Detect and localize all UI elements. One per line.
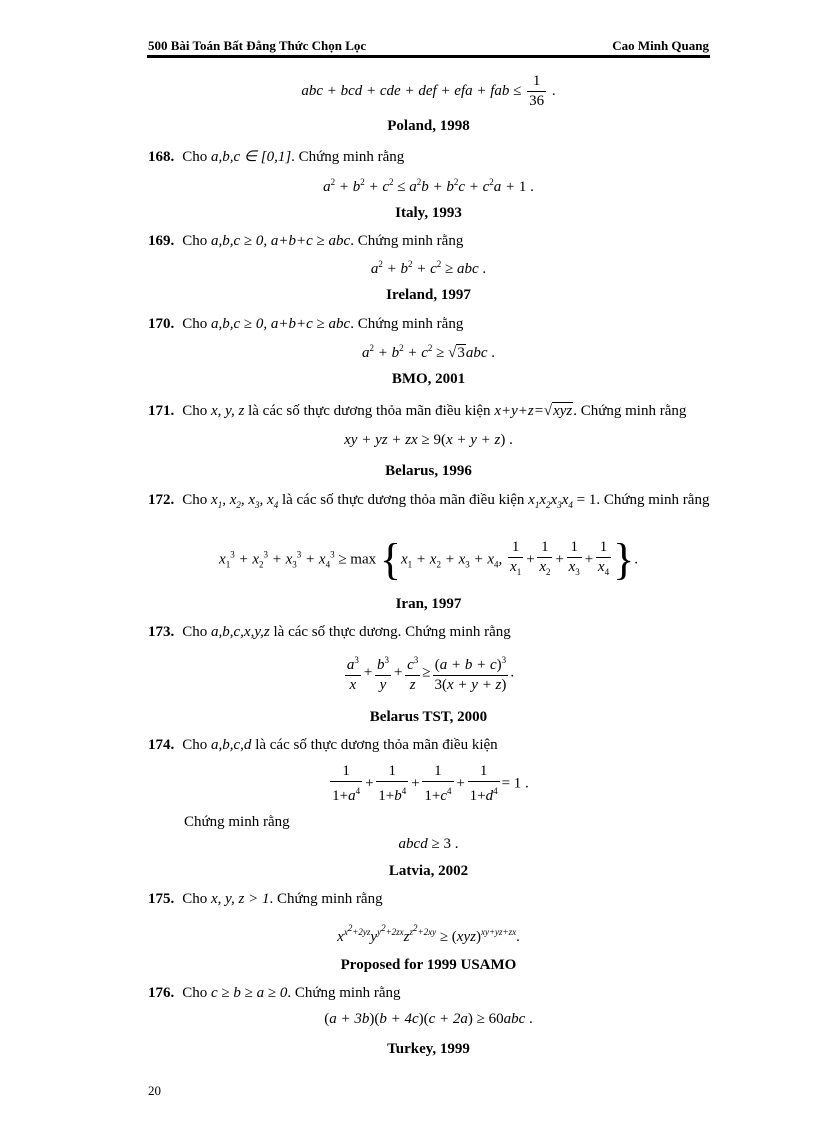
source-poland-1998: Poland, 1998	[387, 118, 470, 134]
problem-174: 174. Cho a,b,c,d là các số thực dương thỏa mãn điều kiện	[148, 737, 498, 753]
intro-equation: abc + bcd + cde + def + efa + fab ≤ $\frac{1}{36}$ .	[301, 73, 556, 109]
equation-174: abcd ≥ 3 .	[398, 836, 459, 852]
problem-172: 172. Cho $x_1$, $x_2$, $x_3$, $x_4$ là các số thực dương thỏa mãn điều kiện $x_1x_2x_3x_4 = 1$. Chứng minh rằng	[148, 492, 710, 510]
source-175: Proposed for 1999 USAMO	[340, 957, 517, 973]
problem-173: 173. Cho a,b,c,x,y,z là các số thực dương. Chứng minh rằng	[148, 624, 511, 640]
header-author: Cao Minh Quang	[612, 38, 709, 53]
equation-176: (a + 3b)(b + 4c)(c + 2a) ≥ 60abc .	[324, 1011, 533, 1027]
equation-172: $x_1^3 + x_2^3 + x_3^3 + x_4^3 \ge \max \{x_1 + x_2 + x_3 + x_4$, $\frac{1}{x_1}$ + $\frac{1}{x_2}$ + $\frac{1}{x_3}$ + $\frac{1}{x_4}$ }.	[219, 535, 638, 584]
problem-170: 170. Cho a,b,c ≥ 0, a+b+c ≥ abc. Chứng minh rằng	[148, 316, 464, 332]
problem-176: 176. Cho c ≥ b ≥ a ≥ 0. Chứng minh rằng	[148, 985, 401, 1001]
problem-168: 168. Cho a,b,c ∈ [0,1]. Chứng minh rằng	[148, 149, 405, 165]
source-169: Ireland, 1997	[386, 287, 471, 303]
header-book-title: 500 Bài Toán Bất Đẳng Thức Chọn Lọc	[148, 38, 367, 53]
source-173: Belarus TST, 2000	[369, 709, 488, 725]
equation-168: $a^2 + b^2 + c^2 \le a^2b + b^2c + c^2a + 1$ .	[323, 177, 534, 195]
source-168: Italy, 1993	[395, 205, 462, 221]
source-170: BMO, 2001	[391, 371, 466, 387]
equation-175: $x^{x^2+2yz}y^{y^2+2zx}z^{z^2+2xy} \ge (xyz)^{xy+yz+zx}$.	[337, 923, 520, 945]
page-number: 20	[148, 1083, 161, 1098]
equation-174-condition: $\frac{1}{1+a^4}$ + $\frac{1}{1+b^4}$ + $\frac{1}{1+c^4}$ + $\frac{1}{1+d^4}$ = 1 .	[332, 763, 529, 804]
problem-174-prove: Chứng minh rằng	[184, 814, 290, 830]
problem-171: 171. Cho x, y, z là các số thực dương thỏa mãn điều kiện x+y+z=√xyz. Chứng minh rằng	[148, 403, 687, 419]
source-172: Iran, 1997	[395, 596, 462, 612]
equation-169: $a^2 + b^2 + c^2$ ≥ abc .	[370, 259, 487, 277]
equation-170: $a^2 + b^2 + c^2 \ge √3abc$ .	[361, 343, 496, 361]
header-rule	[147, 55, 710, 58]
equation-173: $\frac{a^3}{x}$ + $\frac{b^3}{y}$ + $\frac{c^3}{z}$ ≥ $\frac{(a + b + c)^3}{3(x + y + z)}$ .	[147, 651, 710, 695]
source-171: Belarus, 1996	[385, 463, 472, 479]
equation-171: xy + yz + zx ≥ 9(x + y + z) .	[344, 432, 513, 448]
source-176: Turkey, 1999	[387, 1041, 470, 1057]
problem-169: 169. Cho a,b,c ≥ 0, a+b+c ≥ abc. Chứng minh rằng	[148, 233, 464, 249]
problem-175: 175. Cho x, y, z > 1. Chứng minh rằng	[148, 891, 383, 907]
source-174: Latvia, 2002	[388, 863, 469, 879]
